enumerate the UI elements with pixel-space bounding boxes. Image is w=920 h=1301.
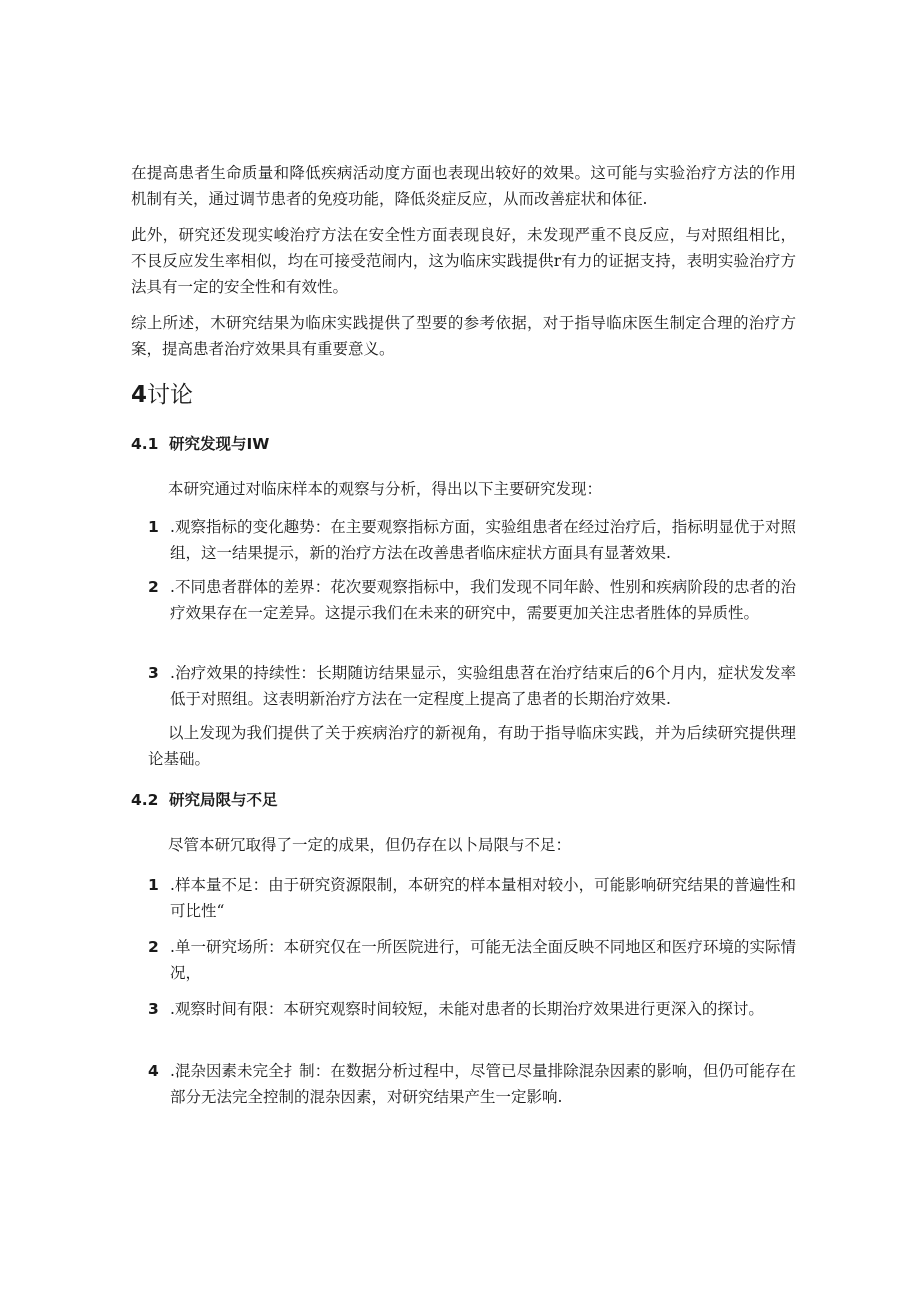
finding-item-2 <box>148 574 796 626</box>
limitation-item-1 <box>148 872 796 924</box>
finding-item-3 <box>148 660 796 712</box>
list-text: .样本量不足：由于研究资源限制，本研究的样本量相对较小，可能影响研究结果的普遍性和可比性“ <box>170 876 796 920</box>
list-text: .治疗效果的持续性：长期随访结果显示，实验组患苕在治疗结束后的6个月内，症状发发率低于对照组。这表明新治疗方法在一定程度上提高了患者的长期治疗效果. <box>170 664 796 708</box>
list-number: 1 <box>148 876 159 894</box>
subsection-4-1-intro: 本研究通过对临床样本的观察与分析，得出以下主要研究发现： <box>168 480 603 498</box>
subsection-title: 研究局限与不足 <box>169 791 278 809</box>
list-text: .混杂因素未完全扌制：在数据分析过程中，尽管已尽量排除混杂因素的影响，但仍可能存在部分无法完全控制的混杂因素，对研究结果产生一定影响. <box>170 1062 796 1106</box>
list-number: 2 <box>148 578 159 596</box>
list-text: .观察时间有限：本研究观察时间较短，未能对患者的长期治疗效果进行更深入的探讨。 <box>170 1000 764 1018</box>
list-number: 3 <box>148 664 159 682</box>
limitation-item-4 <box>148 1058 796 1110</box>
section-heading-4 <box>131 376 193 409</box>
finding-item-1 <box>148 514 796 566</box>
limitation-item-3 <box>148 996 796 1022</box>
subsection-4-2-intro: 尽管本研冗取得了一定的成果，但仍存在以卜局限与不足： <box>168 836 572 854</box>
intro-paragraph-2: 此外，研究还发现实峻治疗方法在安全性方面表现良好，未发现严重不良反应，与对照组相比，不艮反应发生率相似，均在可接受范闹内，这为临床实践提供r有力的证据支持，表明实验治疗方法具有一定的安全性和有效性。 <box>131 226 796 296</box>
subsection-number: 4.1 <box>131 435 159 453</box>
subsection-heading-4-1 <box>131 432 269 454</box>
list-number: 2 <box>148 938 159 956</box>
list-text: .单一研究场所：本研究仅在一所医院进行，可能无法全面反映不同地区和医疗环境的实际情况， <box>170 938 796 982</box>
intro-paragraph-1: 在提高患者生命质量和降低疾病活动度方面也表现出较好的效果。这可能与实验治疗方法的作用机制有关，通过调节患者的免疫功能，降低炎症反应，从而改善症状和体征. <box>131 164 796 208</box>
subsection-number: 4.2 <box>131 791 159 809</box>
subsection-title: 研究发现与IW <box>169 435 270 453</box>
list-text: .不同患者群体的差界：花次要观察指标中，我们发现不同年龄、性别和疾病阶段的忠者的治疗效果存在一定差异。这提示我们在未来的研究中，需要更加关注忠者胜体的异质性。 <box>170 578 796 622</box>
subsection-4-1-outro: 以上发现为我们提供了关于疾病治疗的新视角，有助于指导临床实践，并为后续研究提供理论基础。 <box>148 724 796 768</box>
section-number: 4 <box>131 382 148 408</box>
intro-paragraph-3: 综上所述，木研究结果为临床实践提供了型要的参考依据，对于指导临床医生制定合理的治疗方案，提高患者治疗效果具有重要意义。 <box>131 314 796 358</box>
subsection-heading-4-2 <box>131 788 278 810</box>
list-number: 1 <box>148 518 159 536</box>
section-title: 讨论 <box>147 382 194 408</box>
list-text: .观察指标的变化趣势：在主要观察指标方面，实验组患者在经过治疗后，指标明显优于对照组，这一结果提示，新的治疗方法在改善患者临床症状方面具有显著效果. <box>170 518 796 562</box>
list-number: 4 <box>148 1062 159 1080</box>
limitation-item-2 <box>148 934 796 986</box>
list-number: 3 <box>148 1000 159 1018</box>
